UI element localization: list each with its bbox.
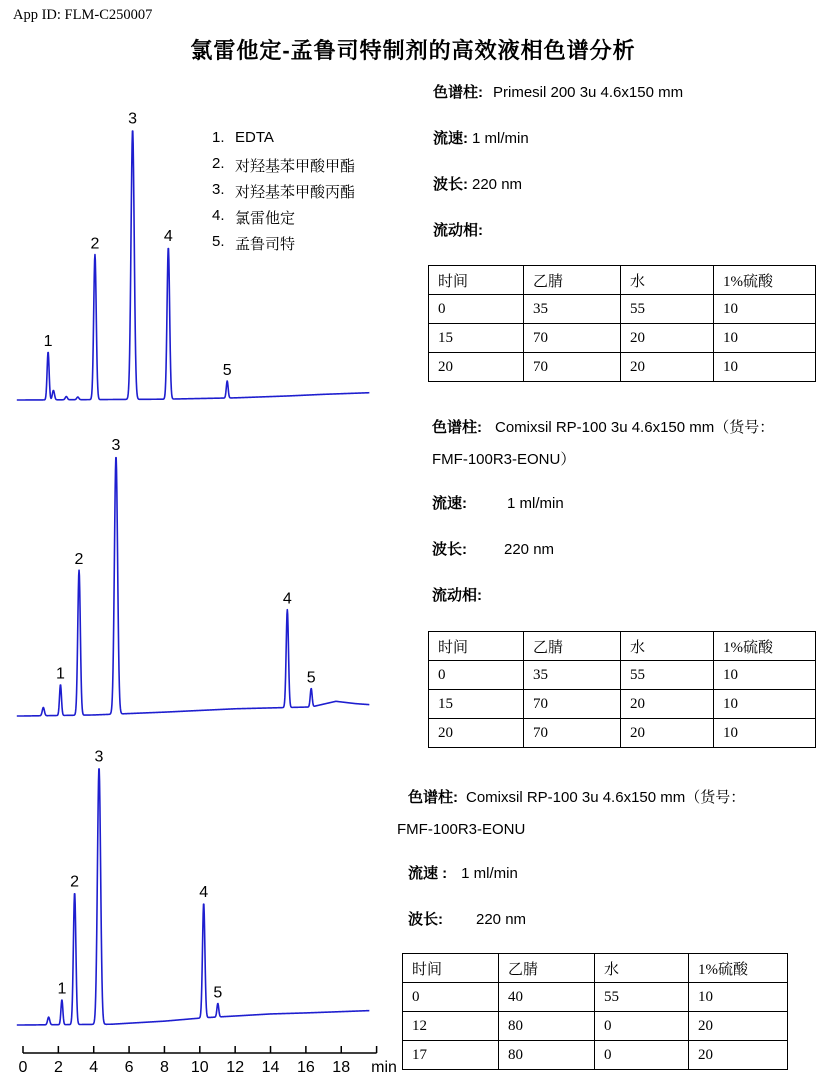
condition-label: 波长:: [433, 176, 468, 193]
condition-line: [397, 822, 525, 838]
table-header-cell: 1%硫酸: [714, 632, 816, 661]
chromatogram-2: [0, 420, 420, 720]
table-row: [429, 719, 816, 748]
app-id-text: App ID: FLM-C250007: [13, 7, 153, 23]
condition-line: [432, 452, 575, 468]
table-header-cell: 时间: [429, 632, 524, 661]
table-cell: 40: [499, 983, 595, 1012]
axis-tick-label: 10: [190, 1059, 209, 1076]
legend-item-number: 5.: [212, 233, 225, 250]
mobile-phase-table-3: [402, 953, 788, 1070]
table-cell: 10: [714, 324, 816, 353]
table-cell: 20: [429, 719, 524, 748]
table-row: [403, 983, 788, 1012]
peak-label: 2: [70, 873, 80, 891]
mobile-phase-table-2: [428, 631, 816, 748]
condition-label: 流动相:: [432, 587, 482, 604]
condition-label: 波长:: [408, 911, 443, 928]
table-row: [429, 295, 816, 324]
table-cell: 55: [595, 983, 689, 1012]
peak-label: 3: [128, 110, 138, 128]
table-cell: 20: [621, 324, 714, 353]
table-cell: 10: [714, 295, 816, 324]
table-header-cell: 水: [595, 954, 689, 983]
table-header-cell: 时间: [403, 954, 499, 983]
table-row: [429, 353, 816, 382]
table-cell: 0: [595, 1012, 689, 1041]
table-cell: 12: [403, 1012, 499, 1041]
legend-item-number: 2.: [212, 155, 225, 172]
condition-line: [433, 177, 522, 193]
table-cell: 20: [621, 353, 714, 382]
table-cell: 70: [524, 324, 621, 353]
table-header-cell: 乙腈: [524, 266, 621, 295]
condition-label: 流速 :: [408, 865, 448, 882]
peak-label: 4: [163, 228, 173, 246]
table-cell: 10: [689, 983, 788, 1012]
chromatogram-3: [0, 740, 420, 1092]
peak-label: 4: [282, 590, 292, 608]
condition-value: FMF-100R3-EONU）: [432, 451, 576, 468]
table-header-cell: 1%硫酸: [689, 954, 788, 983]
table-header-cell: 1%硫酸: [714, 266, 816, 295]
condition-line: [408, 912, 526, 928]
table-header-row: [429, 266, 816, 295]
axis-tick-label: 12: [226, 1059, 245, 1076]
condition-value: Comixsil RP-100 3u 4.6x150 mm（货号：: [495, 419, 775, 436]
axis-tick-label: 4: [89, 1059, 99, 1076]
table-cell: 15: [429, 690, 524, 719]
peak-label: 2: [90, 235, 100, 253]
table-cell: 0: [595, 1041, 689, 1070]
condition-value: 220 nm: [472, 176, 523, 193]
condition-label: 流速:: [433, 130, 468, 147]
chromatogram-1: [0, 104, 420, 420]
table-cell: 17: [403, 1041, 499, 1070]
condition-value: 1 ml/min: [472, 130, 529, 147]
legend-item-name: 对羟基苯甲酸丙酯: [235, 184, 356, 201]
legend-item-number: 1.: [212, 129, 225, 146]
table-header-cell: 时间: [429, 266, 524, 295]
table-header-cell: 乙腈: [499, 954, 595, 983]
condition-value: Primesil 200 3u 4.6x150 mm: [493, 84, 684, 101]
condition-value: 220 nm: [504, 541, 555, 558]
condition-line: [432, 496, 564, 512]
axis-tick-label: 18: [332, 1059, 351, 1076]
condition-label: 流速:: [432, 495, 467, 512]
table-cell: 0: [429, 295, 524, 324]
table-header-row: [429, 632, 816, 661]
condition-line: [408, 790, 745, 806]
axis-tick-label: 0: [18, 1059, 28, 1076]
condition-line: [433, 223, 483, 239]
condition-value: FMF-100R3-EONU: [397, 821, 526, 838]
table-cell: 10: [714, 661, 816, 690]
condition-line: [433, 85, 683, 101]
condition-label: 色谱柱:: [432, 419, 482, 436]
peak-label: 3: [111, 437, 121, 455]
peak-label: 1: [43, 332, 53, 350]
condition-line: [432, 588, 482, 604]
table-cell: 70: [524, 690, 621, 719]
axis-tick-label: 8: [159, 1059, 169, 1076]
mobile-phase-table-1: [428, 265, 816, 382]
table-row: [429, 690, 816, 719]
table-cell: 35: [524, 295, 621, 324]
peak-label: 4: [199, 883, 209, 901]
condition-value: 220 nm: [476, 911, 527, 928]
table-cell: 70: [524, 353, 621, 382]
legend-item-name: 氯雷他定: [235, 210, 296, 227]
condition-value: 1 ml/min: [461, 865, 518, 882]
peak-label: 1: [56, 665, 65, 683]
peak-label: 2: [74, 551, 84, 569]
peak-label: 5: [213, 984, 223, 1002]
condition-line: [408, 866, 518, 882]
legend-item-number: 3.: [212, 181, 225, 198]
condition-label: 流动相:: [433, 222, 483, 239]
table-header-cell: 水: [621, 632, 714, 661]
table-row: [429, 661, 816, 690]
table-cell: 0: [429, 661, 524, 690]
table-cell: 80: [499, 1012, 595, 1041]
table-header-cell: 乙腈: [524, 632, 621, 661]
condition-value: 1 ml/min: [507, 495, 564, 512]
trace-line: [17, 458, 370, 716]
table-cell: 10: [714, 690, 816, 719]
table-cell: 35: [524, 661, 621, 690]
table-cell: 20: [689, 1041, 788, 1070]
page-title: 氯雷他定-孟鲁司特制剂的高效液相色谱分析: [190, 38, 636, 63]
axis-tick-label: 14: [261, 1059, 280, 1076]
condition-label: 色谱柱:: [408, 789, 458, 806]
condition-label: 色谱柱:: [433, 84, 483, 101]
table-cell: 20: [689, 1012, 788, 1041]
table-cell: 10: [714, 353, 816, 382]
condition-label: 波长:: [432, 541, 467, 558]
table-header-row: [403, 954, 788, 983]
table-cell: 20: [621, 690, 714, 719]
table-cell: 10: [714, 719, 816, 748]
axis-tick-label: 6: [124, 1059, 134, 1076]
peak-label: 3: [94, 748, 104, 766]
axis-tick-label: 16: [297, 1059, 315, 1076]
legend-item-number: 4.: [212, 207, 225, 224]
table-cell: 0: [403, 983, 499, 1012]
condition-line: [432, 542, 554, 558]
condition-line: [432, 420, 774, 436]
axis-tick-label: 2: [53, 1059, 63, 1076]
table-cell: 80: [499, 1041, 595, 1070]
table-header-cell: 水: [621, 266, 714, 295]
table-cell: 15: [429, 324, 524, 353]
table-row: [429, 324, 816, 353]
peak-label: 1: [57, 980, 67, 998]
table-row: [403, 1012, 788, 1041]
peak-label: 5: [222, 362, 232, 379]
trace-line: [17, 769, 370, 1025]
legend-item-name: 对羟基苯甲酸甲酯: [235, 158, 356, 175]
table-cell: 70: [524, 719, 621, 748]
table-cell: 55: [621, 295, 714, 324]
axis-unit-label: min: [371, 1059, 397, 1076]
legend-item-name: 孟鲁司特: [235, 236, 296, 253]
table-cell: 20: [429, 353, 524, 382]
table-row: [403, 1041, 788, 1070]
condition-value: Comixsil RP-100 3u 4.6x150 mm（货号：: [466, 789, 746, 806]
trace-line: [17, 131, 370, 400]
peak-label: 5: [306, 669, 316, 687]
table-cell: 20: [621, 719, 714, 748]
legend-item-name: EDTA: [235, 129, 274, 146]
condition-line: [433, 131, 529, 147]
table-cell: 55: [621, 661, 714, 690]
